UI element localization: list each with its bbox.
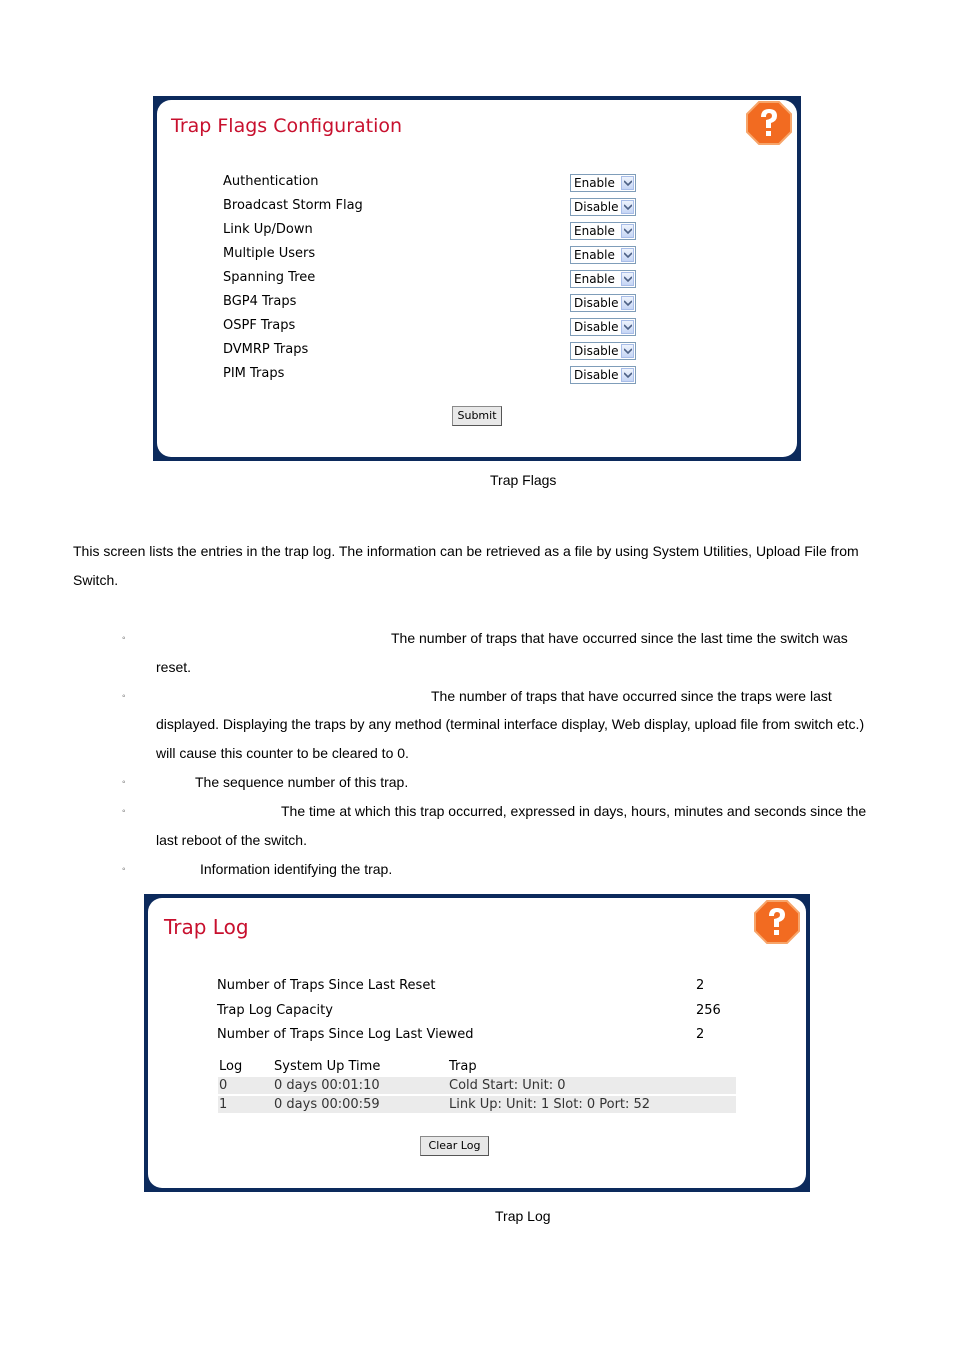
dropdown-arrow-icon[interactable] [621,296,634,310]
select-value: Enable [574,248,615,262]
trap-log-title: Trap Log [164,915,249,939]
dropdown-arrow-icon[interactable] [621,176,634,190]
select-value: Disable [574,320,619,334]
column-header-trap: Trap [449,1059,477,1074]
intro-paragraph: This screen lists the entries in the trap log. The information can be retrieved as a file by using System Utilities, Upload File from Switch. [73,543,859,588]
stat-label-log-capacity: Trap Log Capacity [217,1003,333,1018]
cell-trap: Cold Start: Unit: 0 [449,1078,566,1093]
figure-caption-trap-log: Trap Log [495,1208,551,1224]
cell-system-up-time: 0 days 00:01:10 [274,1078,380,1093]
bullet-icon: ◦ [122,777,126,788]
ospf-traps-select[interactable] [570,318,636,336]
select-value: Disable [574,296,619,310]
spanning-tree-select[interactable] [570,270,636,288]
multiple-users-select[interactable] [570,246,636,264]
dropdown-arrow-icon[interactable] [621,368,634,382]
cell-log: 0 [219,1078,228,1093]
stat-label-traps-since-reset: Number of Traps Since Last Reset [217,978,436,993]
bullet-icon: ◦ [122,864,126,875]
select-value: Enable [574,224,615,238]
trap-flag-label-ospf: OSPF Traps [223,318,296,333]
dropdown-arrow-icon[interactable] [621,320,634,334]
bgp4-traps-select[interactable] [570,294,636,312]
stat-value-traps-since-viewed: 2 [696,1027,705,1042]
stat-label-traps-since-viewed: Number of Traps Since Log Last Viewed [217,1027,474,1042]
trap-flag-label-pim: PIM Traps [223,366,285,381]
dropdown-arrow-icon[interactable] [621,224,634,238]
clear-log-button[interactable]: Clear Log [420,1136,489,1156]
cell-system-up-time: 0 days 00:00:59 [274,1097,380,1112]
select-value: Enable [574,176,615,190]
trap-flag-label-multiple-users: Multiple Users [223,246,316,261]
trap-flag-label-dvmrp: DVMRP Traps [223,342,309,357]
bullet-icon: ◦ [122,806,126,817]
dvmrp-traps-select[interactable] [570,342,636,360]
help-icon[interactable] [753,899,801,945]
bullet-text: The time at which this trap occurred, expressed in days, hours, minutes and seconds since the [281,803,867,819]
trap-flag-label-broadcast-storm: Broadcast Storm Flag [223,198,363,213]
stat-value-log-capacity: 256 [696,1003,721,1018]
bullet-text: The number of traps that have occurred since the traps were last [431,688,832,704]
dropdown-arrow-icon[interactable] [621,272,634,286]
dropdown-arrow-icon[interactable] [621,344,634,358]
pim-traps-select[interactable] [570,366,636,384]
bullet-text: displayed. Displaying the traps by any method (terminal interface display, Web display, upload file from switch etc.) [156,716,865,732]
select-value: Enable [574,272,615,286]
trap-flag-label-spanning-tree: Spanning Tree [223,270,316,285]
broadcast-storm-select[interactable] [570,198,636,216]
dropdown-arrow-icon[interactable] [621,200,634,214]
submit-button[interactable]: Submit [452,406,502,426]
bullet-text: last reboot of the switch. [156,832,307,848]
select-value: Disable [574,200,619,214]
authentication-select[interactable] [570,174,636,192]
bullet-icon: ◦ [122,633,126,644]
bullet-icon: ◦ [122,691,126,702]
stat-value-traps-since-reset: 2 [696,978,705,993]
bullet-text: The sequence number of this trap. [195,774,409,790]
cell-trap: Link Up: Unit: 1 Slot: 0 Port: 52 [449,1097,651,1112]
bullet-text: will cause this counter to be cleared to 0. [156,745,409,761]
link-up-down-select[interactable] [570,222,636,240]
bullet-text: reset. [156,659,192,675]
trap-flags-title: Trap Flags Configuration [171,115,403,137]
select-value: Disable [574,344,619,358]
trap-flag-label-bgp4: BGP4 Traps [223,294,297,309]
trap-flag-label-link-up-down: Link Up/Down [223,222,313,237]
bullet-text: The number of traps that have occurred since the last time the switch was [391,630,848,646]
figure-caption-trap-flags: Trap Flags [490,472,557,488]
column-header-log: Log [219,1059,243,1074]
select-value: Disable [574,368,619,382]
help-icon[interactable] [745,100,793,146]
dropdown-arrow-icon[interactable] [621,248,634,262]
column-header-system-up-time: System Up Time [274,1059,381,1074]
bullet-text: Information identifying the trap. [200,861,393,877]
cell-log: 1 [219,1097,228,1112]
trap-flag-label-authentication: Authentication [223,174,319,189]
